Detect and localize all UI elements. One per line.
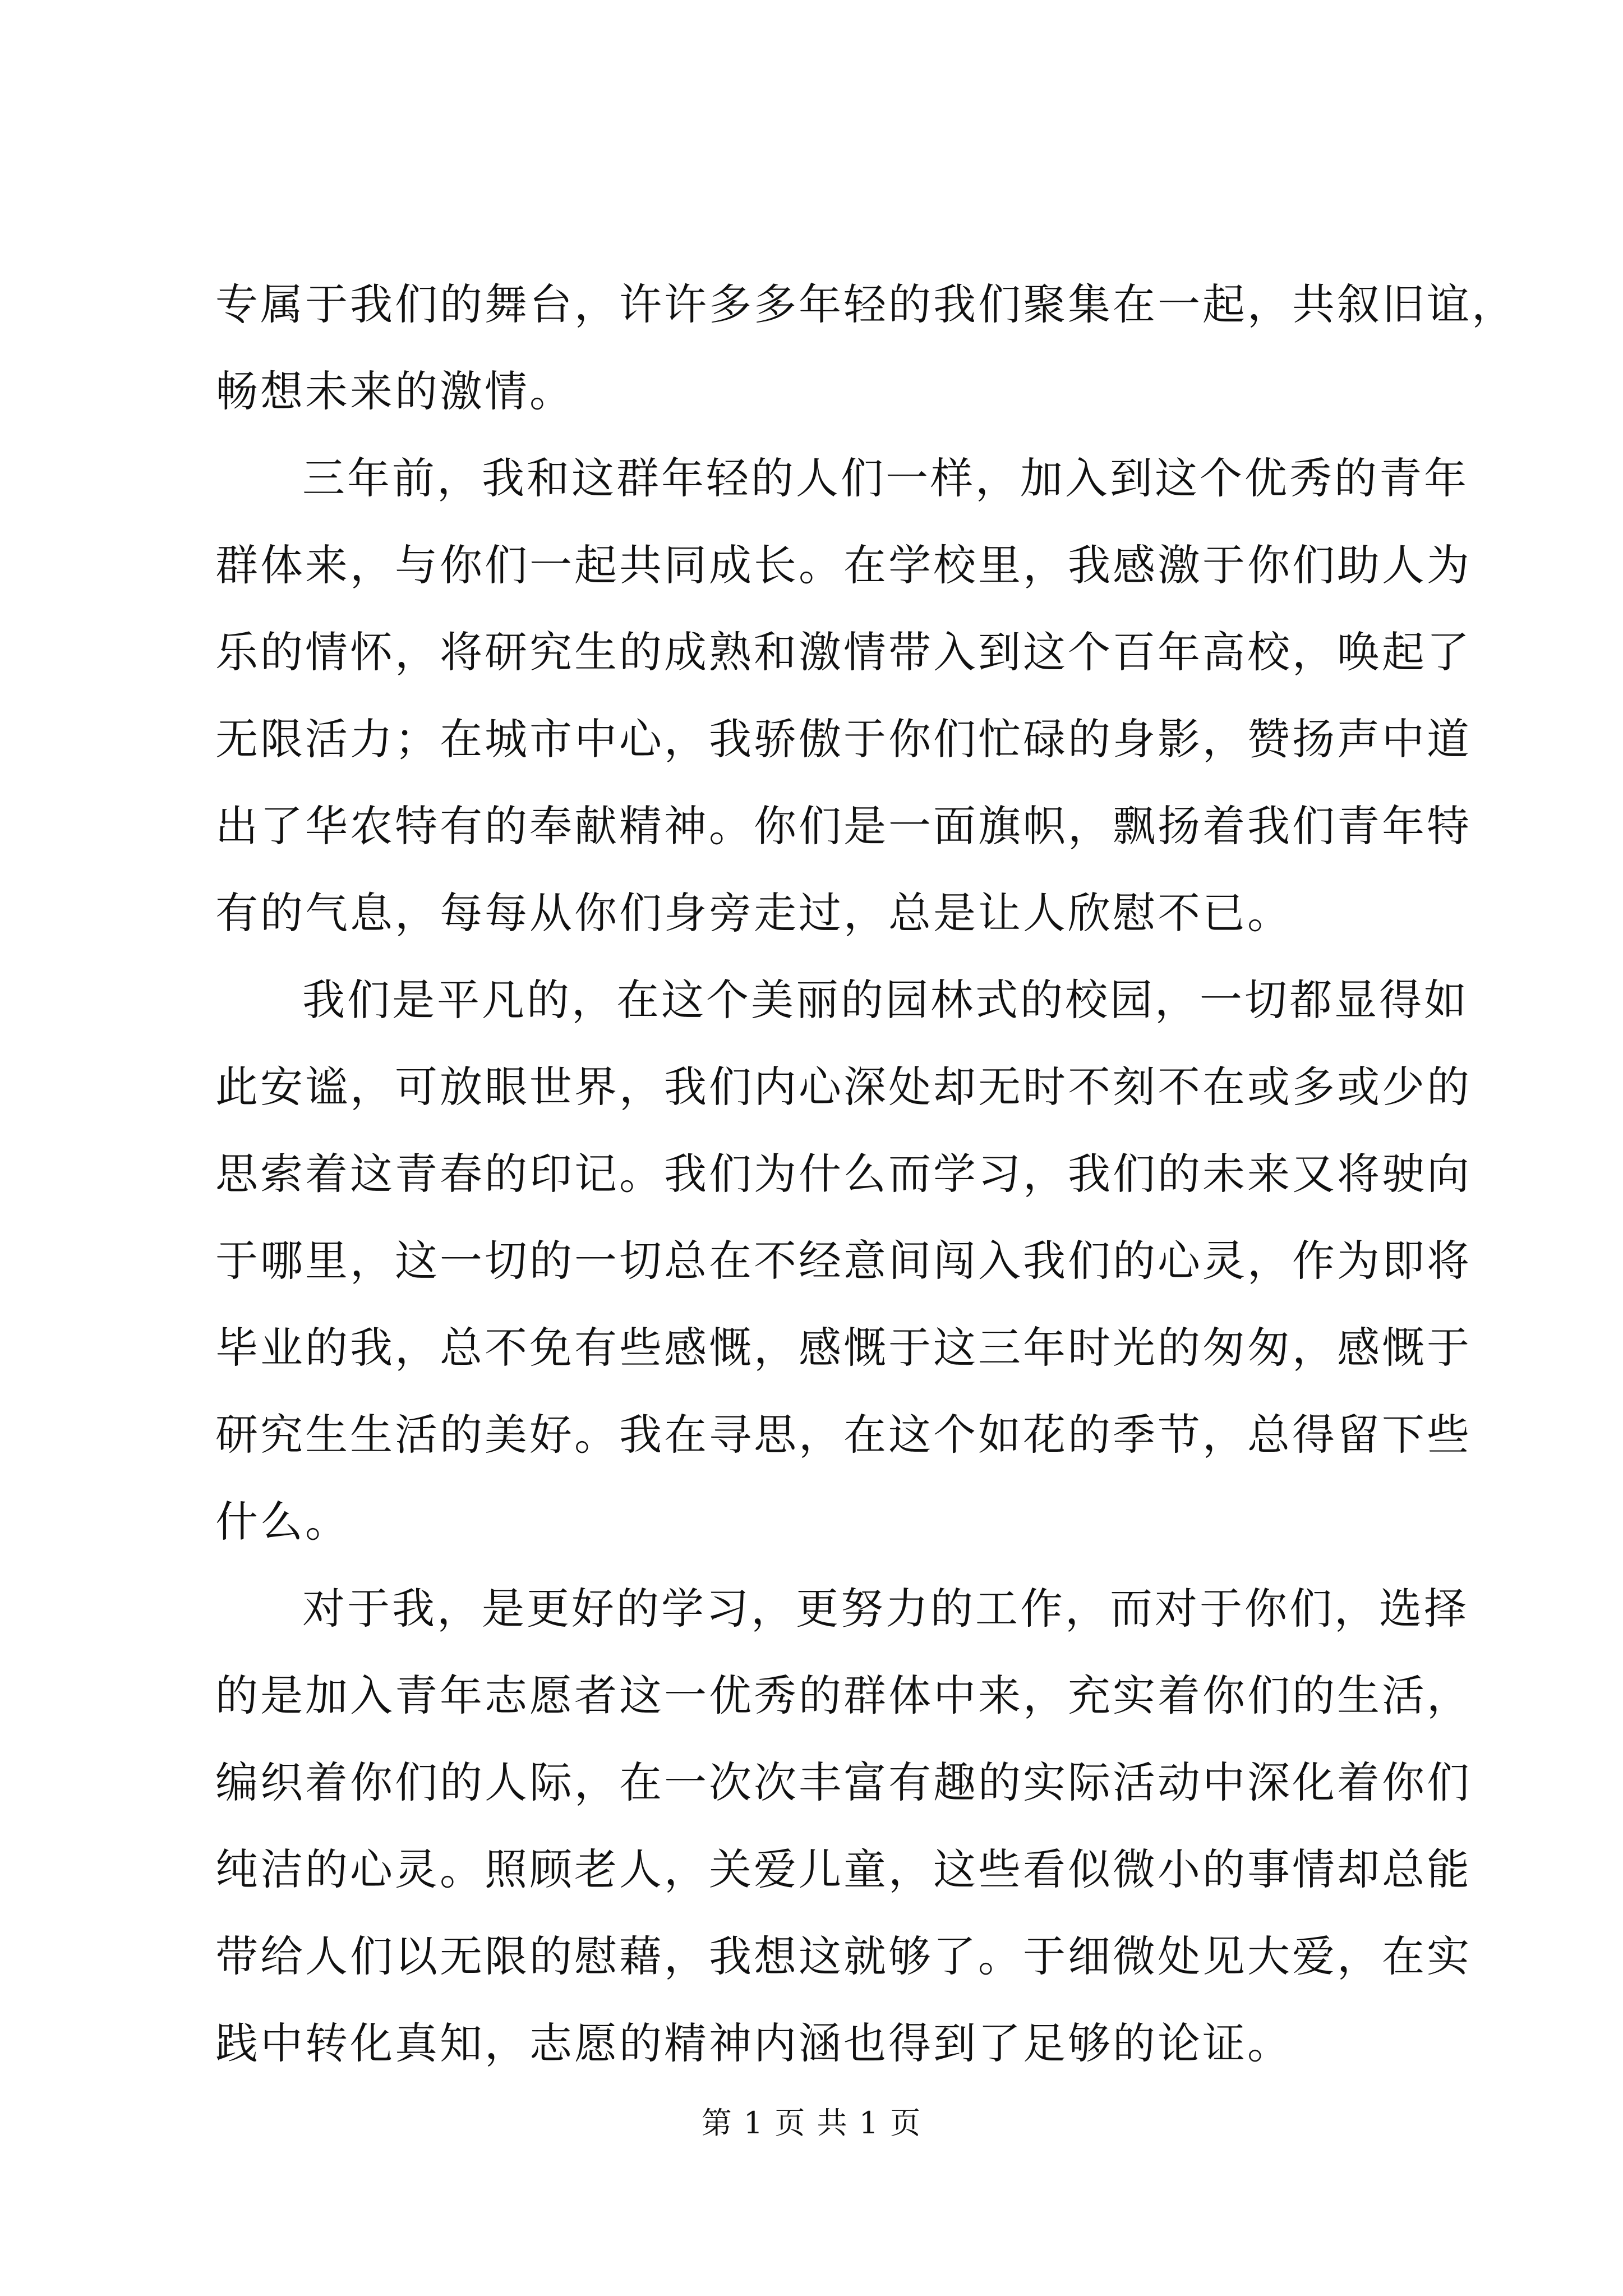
paragraph-3-line-5: 毕业的我，总不免有些感慨，感慨于这三年时光的匆匆，感慨于 — [215, 1323, 1472, 1373]
paragraph-4-line-1: 对于我，是更好的学习，更努力的工作，而对于你们，选择 — [302, 1584, 1469, 1634]
paragraph-2-line-1: 三年前，我和这群年轻的人们一样，加入到这个优秀的青年 — [302, 453, 1469, 503]
paragraph-2-line-2: 群体来，与你们一起共同成长。在学校里，我感激于你们助人为 — [215, 540, 1472, 590]
paragraph-3-line-4: 于哪里，这一切的一切总在不经意间闯入我们的心灵，作为即将 — [215, 1236, 1472, 1286]
paragraph-3-line-1: 我们是平凡的，在这个美丽的园林式的校园，一切都显得如 — [302, 975, 1469, 1025]
paragraph-3-line-6: 研究生生活的美好。我在寻思，在这个如花的季节，总得留下些 — [215, 1410, 1472, 1460]
paragraph-2-line-5: 出了华农特有的奉献精神。你们是一面旗帜，飘扬着我们青年特 — [215, 801, 1472, 851]
paragraph-3-line-2: 此安谧，可放眼世界，我们内心深处却无时不刻不在或多或少的 — [215, 1062, 1472, 1112]
paragraph-2-line-6: 有的气息，每每从你们身旁走过，总是让人欣慰不已。 — [215, 888, 1292, 938]
paragraph-4-line-2: 的是加入青年志愿者这一优秀的群体中来，充实着你们的生活， — [215, 1671, 1472, 1720]
paragraph-2-line-4: 无限活力；在城市中心，我骄傲于你们忙碌的身影，赞扬声中道 — [215, 714, 1472, 764]
paragraph-3-line-3: 思索着这青春的印记。我们为什么而学习，我们的未来又将驶向 — [215, 1149, 1472, 1199]
paragraph-4-line-6: 践中转化真知，志愿的精神内涵也得到了足够的论证。 — [215, 2018, 1292, 2068]
paragraph-3-line-7: 什么。 — [215, 1497, 350, 1547]
paragraph-4-line-3: 编织着你们的人际，在一次次丰富有趣的实际活动中深化着你们 — [215, 1757, 1472, 1807]
document-body — [215, 279, 1516, 2109]
paragraph-1-line-2: 畅想未来的激情。 — [215, 366, 574, 416]
paragraph-2-line-3: 乐的情怀，将研究生的成熟和激情带入到这个百年高校，唤起了 — [215, 627, 1472, 677]
paragraph-4-line-5: 带给人们以无限的慰藉，我想这就够了。于细微处见大爱，在实 — [215, 1931, 1472, 1981]
page-number-footer: 第 1 页 共 1 页 — [701, 2105, 922, 2141]
paragraph-4-line-4: 纯洁的心灵。照顾老人，关爱儿童，这些看似微小的事情却总能 — [215, 1844, 1472, 1894]
paragraph-1-line-1: 专属于我们的舞台，许许多多年轻的我们聚集在一起，共叙旧谊， — [215, 279, 1516, 329]
